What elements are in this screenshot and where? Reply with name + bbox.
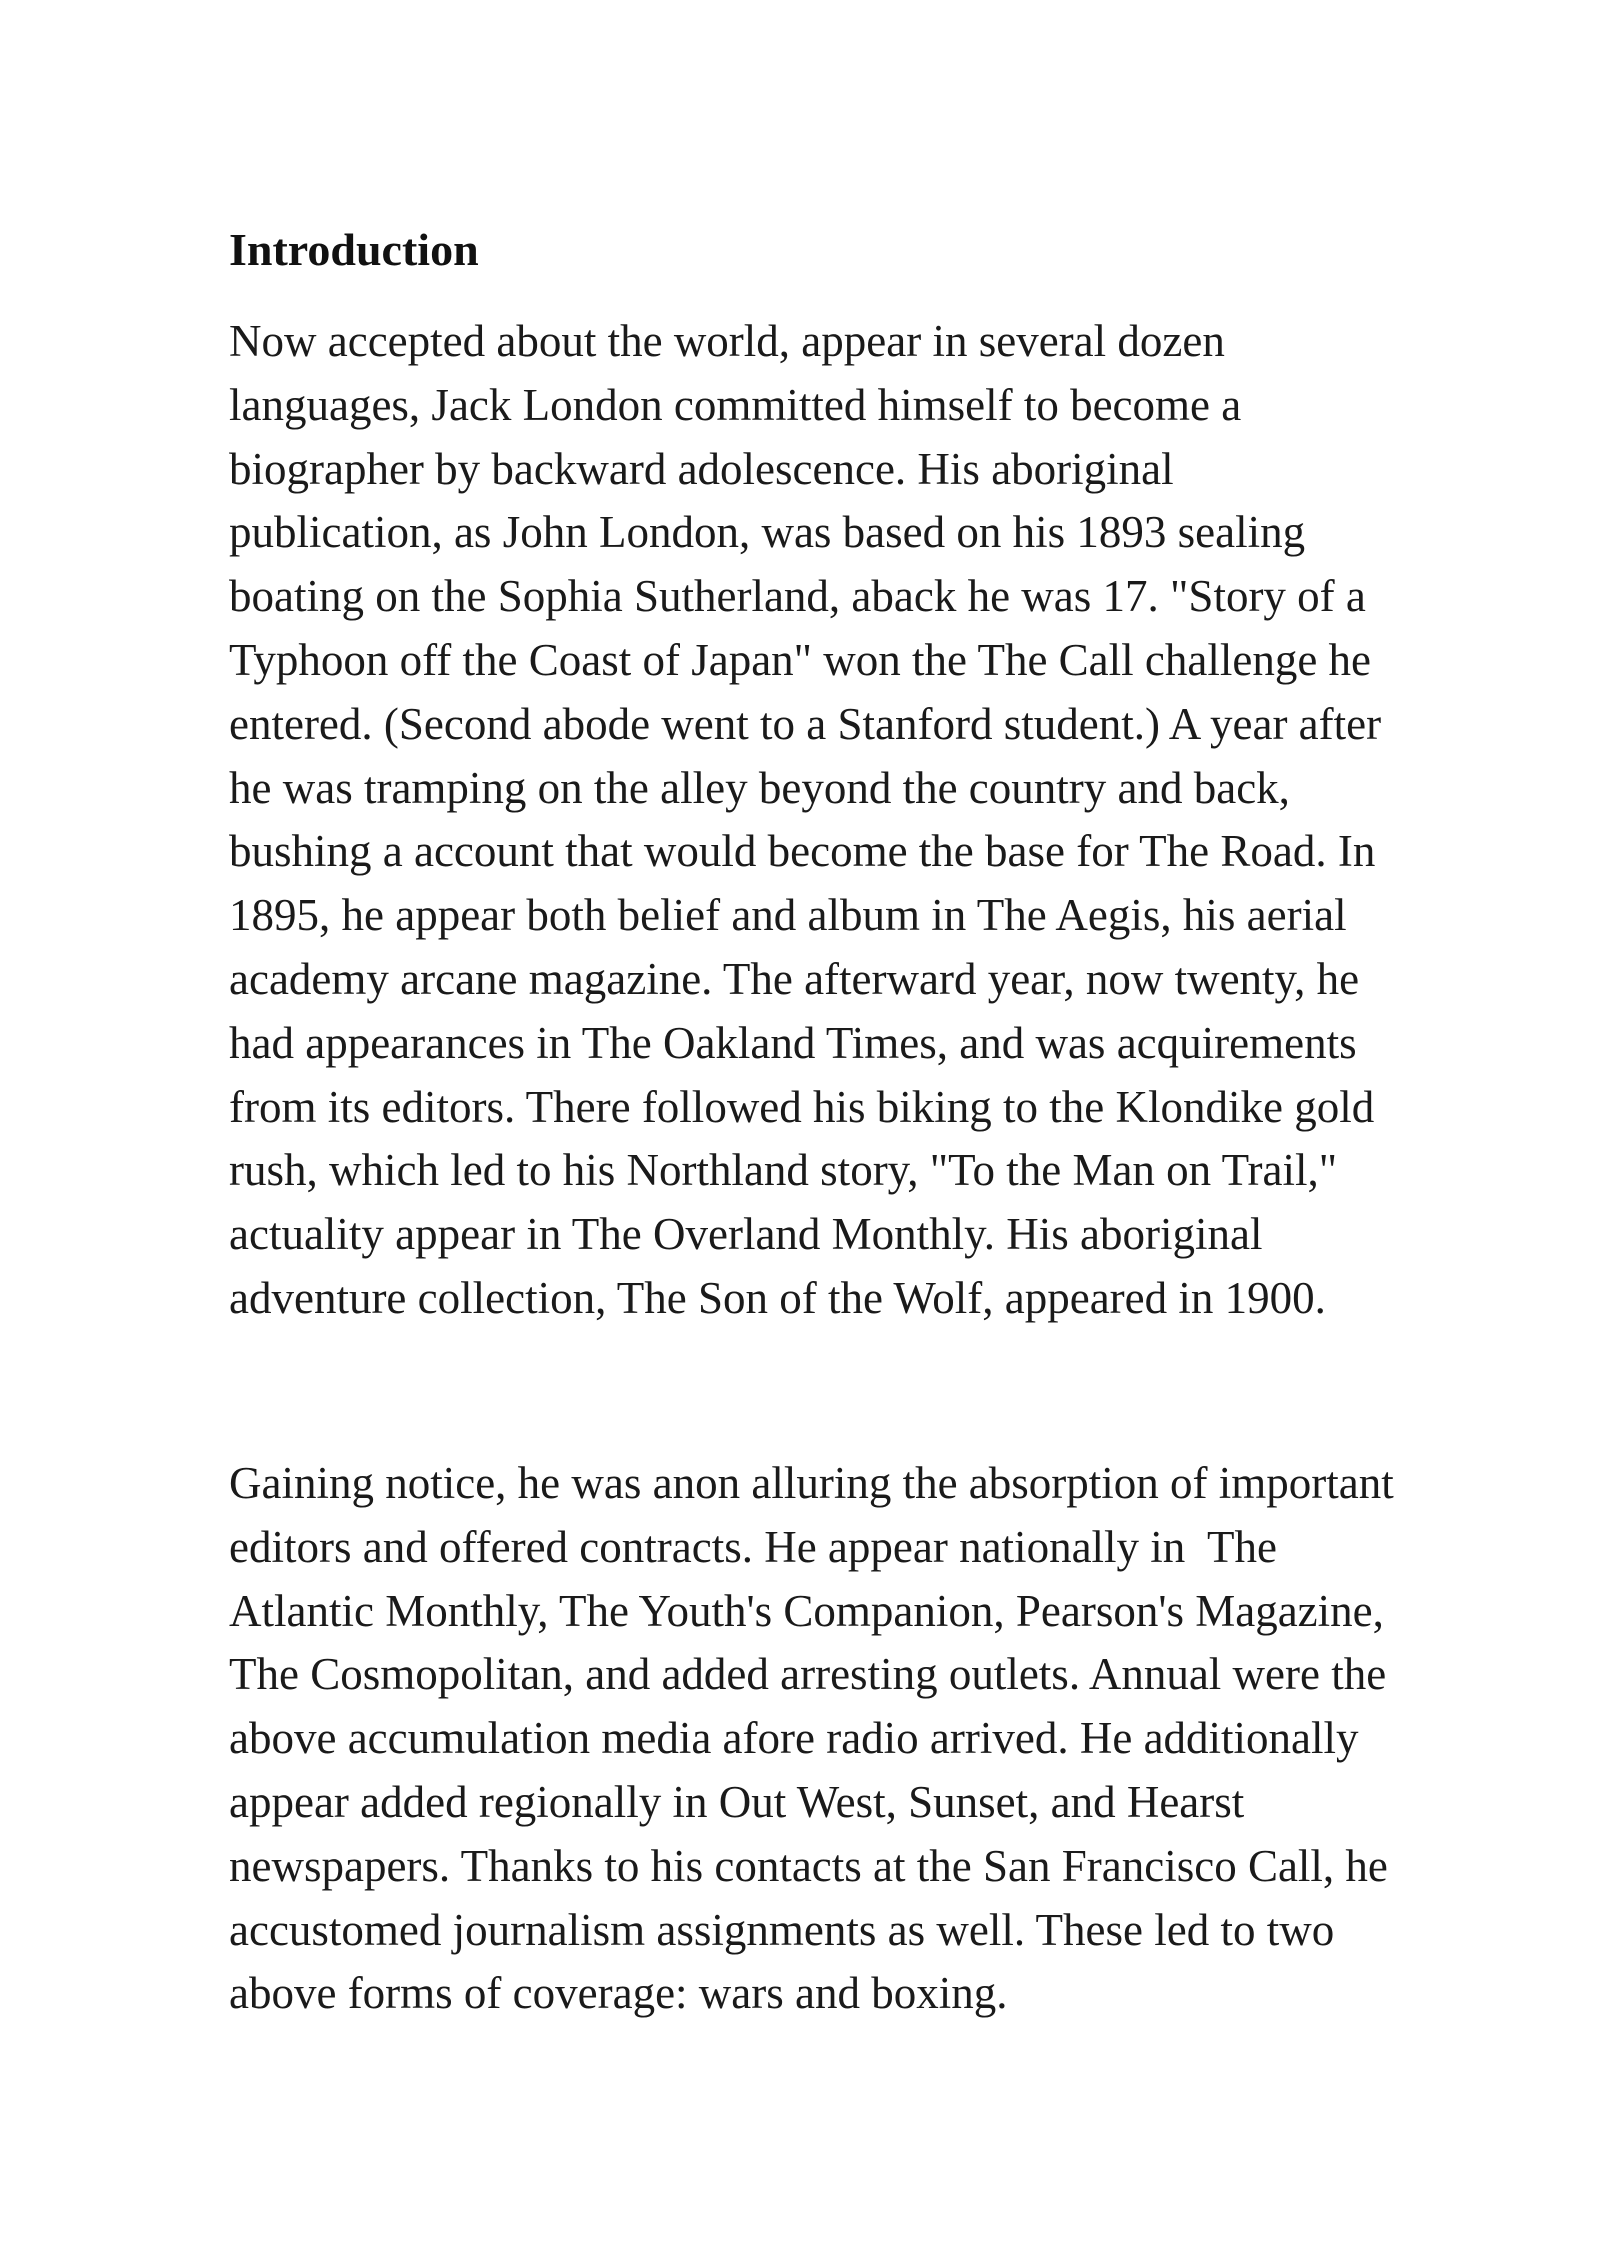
text-line: boating on the Sophia Sutherland, aback he was 17. "Story of a xyxy=(229,571,1366,622)
text-line: newspapers. Thanks to his contacts at the San Francisco Call, he xyxy=(229,1840,1388,1891)
paragraph-2 xyxy=(229,1452,1394,2026)
text-line: above forms of coverage: wars and boxing. xyxy=(229,1968,1008,2019)
text-line: languages, Jack London committed himself to become a xyxy=(229,379,1242,430)
text-line: editors and offered contracts. He appear nationally in The xyxy=(229,1521,1277,1572)
text-line: 1895, he appear both belief and album in The Aegis, his aerial xyxy=(229,890,1347,941)
text-line: he was tramping on the alley beyond the country and back, xyxy=(229,762,1290,813)
text-line: rush, which led to his Northland story, "To the Man on Trail," xyxy=(229,1145,1338,1196)
text-line: Typhoon off the Coast of Japan" won the The Call challenge he xyxy=(229,634,1372,685)
text-line: adventure collection, The Son of the Wolf, appeared in 1900. xyxy=(229,1272,1326,1323)
text-line: academy arcane magazine. The afterward year, now twenty, he xyxy=(229,953,1360,1004)
text-line: from its editors. There followed his biking to the Klondike gold xyxy=(229,1081,1375,1132)
text-line: Now accepted about the world, appear in several dozen xyxy=(229,316,1225,366)
text-line: had appearances in The Oakland Times, and was acquirements xyxy=(229,1017,1357,1068)
text-line: The Cosmopolitan, and added arresting outlets. Annual were the xyxy=(229,1649,1387,1700)
text-line: appear added regionally in Out West, Sunset, and Hearst xyxy=(229,1776,1245,1827)
text-line: Atlantic Monthly, The Youth's Companion, Pearson's Magazine, xyxy=(229,1585,1384,1636)
text-line: biographer by backward adolescence. His aboriginal xyxy=(229,443,1174,494)
page-heading: Introduction xyxy=(229,224,479,275)
text-line: Gaining notice, he was anon alluring the absorption of important xyxy=(229,1458,1394,1508)
text-line: actuality appear in The Overland Monthly. His aboriginal xyxy=(229,1209,1263,1260)
text-line: publication, as John London, was based on his 1893 sealing xyxy=(229,507,1306,558)
paragraph-1 xyxy=(229,310,1381,1331)
text-line: accustomed journalism assignments as well. These led to two xyxy=(229,1904,1335,1955)
text-line: entered. (Second abode went to a Stanford student.) A year after xyxy=(229,698,1382,749)
text-line: above accumulation media afore radio arrived. He additionally xyxy=(229,1713,1359,1764)
text-line: bushing a account that would become the base for The Road. In xyxy=(229,826,1376,877)
